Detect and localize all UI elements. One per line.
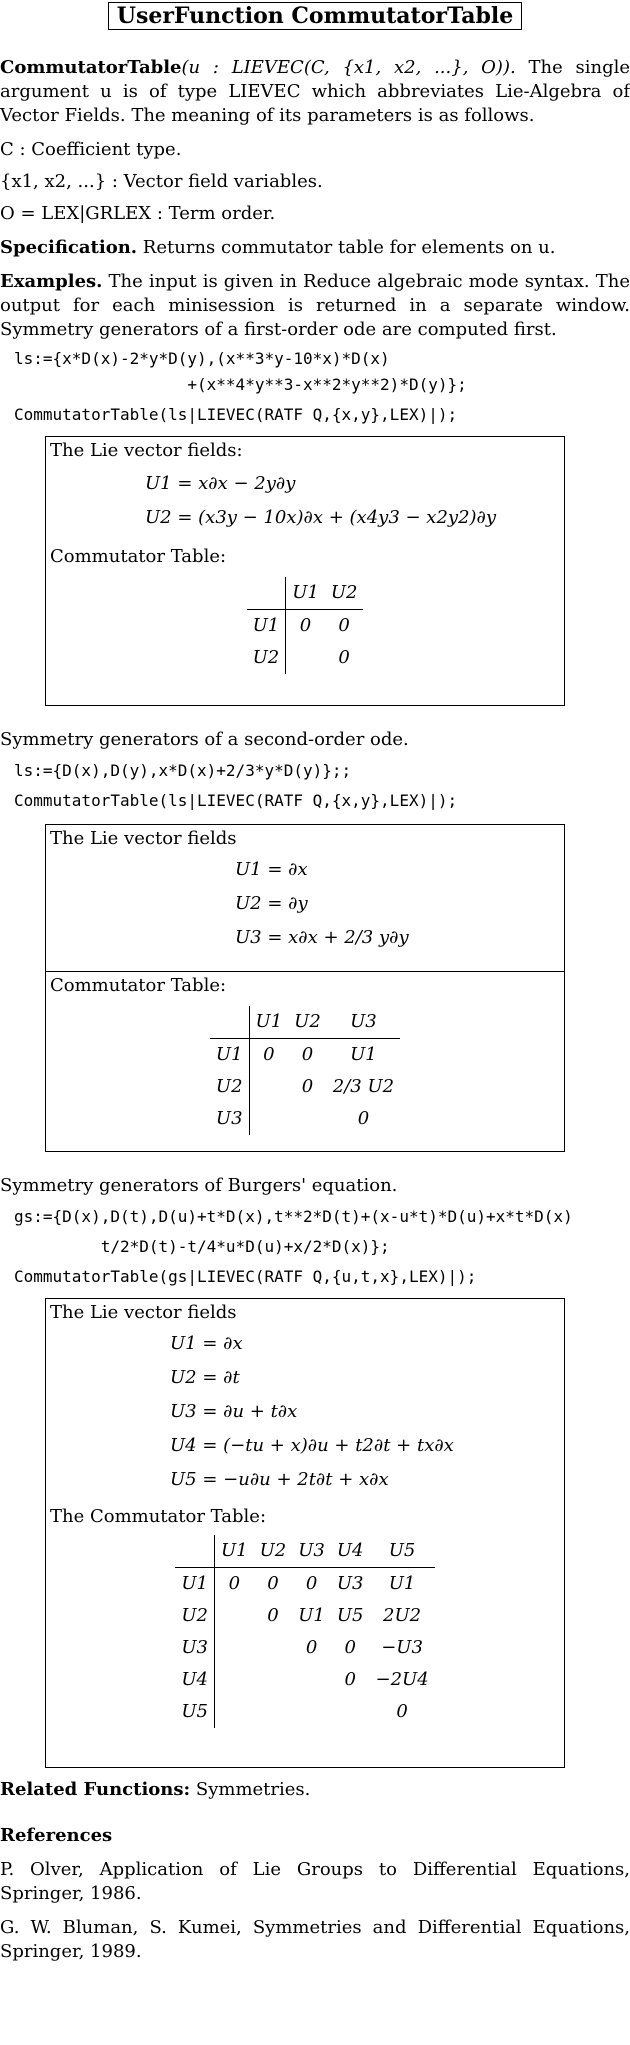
table-label: The Commutator Table: — [50, 1506, 267, 1527]
table-cell — [292, 1696, 331, 1728]
specification-label: Specification. — [0, 237, 138, 258]
code-line: CommutatorTable(ls|LIEVEC(RATF Q,{x,y},LEX)|); — [14, 791, 458, 810]
examples-label: Examples. — [0, 271, 103, 292]
code-line: ls:={D(x),D(y),x*D(x)+2/3*y*D(y)};; — [14, 761, 352, 780]
row-header: U4 — [175, 1664, 214, 1696]
table-cell — [214, 1664, 253, 1696]
fields-label: The Lie vector fields: — [50, 440, 243, 461]
equation: U2 = ∂y — [235, 893, 308, 914]
result-box-1 — [45, 436, 565, 706]
param-coefficient: C : Coefficient type. — [0, 139, 182, 160]
table-cell — [249, 1103, 288, 1135]
table-header: U4 — [331, 1535, 370, 1568]
code-line: +(x**4*y**3-x**2*y**2)*D(y)}; — [14, 375, 467, 394]
table-cell: U1 — [350, 1044, 377, 1065]
commutator-table-3 — [175, 1535, 434, 1728]
table-cell — [254, 1696, 293, 1728]
table-cell — [331, 1696, 370, 1728]
table-header: U1 — [249, 1006, 288, 1039]
code-line: CommutatorTable(ls|LIEVEC(RATF Q,{x,y},LEX)|); — [14, 405, 458, 424]
row-header: U1 — [247, 610, 286, 643]
related-functions — [0, 1778, 630, 1802]
table-cell — [214, 1696, 253, 1728]
table-cell: 0 — [305, 1573, 318, 1594]
table-cell: 0 — [267, 1573, 279, 1594]
table-cell: U5 — [336, 1605, 364, 1626]
table-cell — [292, 1664, 331, 1696]
table-cell: 0 — [299, 615, 312, 636]
reference-item: G. W. Bluman, S. Kumei, Symmetries and Differential Equations, Springer, 1989. — [0, 1917, 630, 1962]
page-title: UserFunction CommutatorTable — [108, 2, 522, 30]
row-header: U5 — [175, 1696, 214, 1728]
commutator-table-2 — [210, 1006, 400, 1135]
result-box-2-table — [45, 972, 565, 1152]
fields-label: The Lie vector fields — [50, 828, 237, 849]
row-header: U1 — [175, 1568, 214, 1601]
equation: U2 = ∂t — [170, 1367, 240, 1388]
equation: U1 = x∂x − 2y∂y — [145, 473, 296, 494]
row-header: U2 — [175, 1600, 214, 1632]
equation: U3 = x∂x + 2/3 y∂y — [235, 927, 409, 948]
table-cell: 0 — [338, 647, 350, 668]
table-cell: 0 — [228, 1573, 241, 1594]
example-3-intro: Symmetry generators of Burgers' equation. — [0, 1175, 398, 1196]
table-cell: 0 — [305, 1637, 318, 1658]
equation: U4 = (−tu + x)∂u + t2∂t + tx∂x — [170, 1435, 454, 1456]
table-cell: 0 — [301, 1076, 314, 1097]
table-cell — [210, 1006, 249, 1039]
code-line: gs:={D(x),D(t),D(u)+t*D(x),t**2*D(t)+(x-u*t)*D(u)+x*t*D(x) — [14, 1207, 573, 1226]
specification — [0, 236, 630, 260]
table-header: U1 — [286, 577, 325, 610]
table-cell: 0 — [267, 1605, 279, 1626]
table-cell — [288, 1103, 327, 1135]
equation: U3 = ∂u + t∂x — [170, 1401, 298, 1422]
intro-text: The single argument u is of type LIEVEC which abbreviates Lie-Algebra of Vector Fields. The meaning of its parameters is as follows. — [0, 57, 630, 126]
table-cell — [214, 1600, 253, 1632]
example-2-intro: Symmetry generators of a second-order ode. — [0, 729, 409, 750]
related-text: Symmetries. — [195, 1779, 311, 1800]
table-cell — [254, 1664, 293, 1696]
table-cell — [254, 1632, 293, 1664]
row-header: U1 — [210, 1039, 249, 1072]
table-header: U3 — [292, 1535, 331, 1568]
reference-item: P. Olver, Application of Lie Groups to Differential Equations, Springer, 1986. — [0, 1859, 630, 1904]
table-cell: 2U2 — [383, 1605, 422, 1626]
table-cell: 0 — [263, 1044, 275, 1065]
param-order: O = LEX|GRLEX : Term order. — [0, 203, 276, 224]
table-header: U1 — [214, 1535, 253, 1568]
code-line: CommutatorTable(gs|LIEVEC(RATF Q,{u,t,x},LEX)|); — [14, 1267, 477, 1286]
table-cell: 0 — [338, 615, 350, 636]
equation: U1 = ∂x — [235, 859, 308, 880]
table-cell: 0 — [301, 1044, 314, 1065]
table-header: U3 — [327, 1006, 400, 1039]
row-header: U3 — [210, 1103, 249, 1135]
row-header: U2 — [247, 642, 286, 674]
equation: U1 = ∂x — [170, 1333, 243, 1354]
code-line: ls:={x*D(x)-2*y*D(y),(x**3*y-10*x)*D(x) — [14, 349, 390, 368]
row-header: U3 — [175, 1632, 214, 1664]
equation: U2 = (x3y − 10x)∂x + (x4y3 − x2y2)∂y — [145, 507, 497, 528]
table-cell — [286, 642, 325, 674]
examples-text: The input is given in Reduce algebraic mode syntax. The output for each minisession is returned in a separate window. Symmetry generators of a first-order ode are computed first. — [0, 271, 630, 340]
intro-paragraph — [0, 56, 630, 128]
function-name: CommutatorTable — [0, 57, 182, 78]
table-cell: −U3 — [381, 1637, 423, 1658]
table-label: Commutator Table: — [50, 975, 227, 996]
table-cell: −2U4 — [375, 1669, 429, 1690]
table-header: U2 — [325, 577, 364, 610]
table-header: U5 — [369, 1535, 434, 1568]
param-variables: {x1, x2, ...} : Vector field variables. — [0, 171, 323, 192]
specification-text: Returns commutator table for elements on u. — [142, 237, 556, 258]
table-cell: 0 — [357, 1108, 370, 1129]
table-cell: U1 — [298, 1605, 325, 1626]
code-line: t/2*D(t)-t/4*u*D(u)+x/2*D(x)}; — [14, 1237, 390, 1256]
table-cell — [175, 1535, 214, 1568]
fields-label: The Lie vector fields — [50, 1302, 237, 1323]
table-cell — [249, 1071, 288, 1103]
result-box-3 — [45, 1298, 565, 1768]
equation: U5 = −u∂u + 2t∂t + x∂x — [170, 1469, 389, 1490]
function-signature: (u : LIEVEC(C, {x1, x2, ...}, O)). — [181, 57, 516, 78]
references-heading: References — [0, 1825, 113, 1846]
result-box-2-fields — [45, 824, 565, 972]
table-cell: 2/3 U2 — [332, 1076, 395, 1097]
related-label: Related Functions: — [0, 1779, 191, 1800]
row-header: U2 — [210, 1071, 249, 1103]
table-cell — [247, 577, 286, 610]
table-cell: U1 — [388, 1573, 416, 1594]
commutator-table-1 — [247, 577, 364, 674]
table-cell: 0 — [396, 1701, 408, 1722]
examples-paragraph — [0, 270, 630, 342]
table-header: U2 — [288, 1006, 327, 1039]
table-cell: 0 — [344, 1669, 356, 1690]
table-label: Commutator Table: — [50, 546, 227, 567]
table-cell — [214, 1632, 253, 1664]
table-cell: U3 — [336, 1573, 364, 1594]
table-cell: 0 — [344, 1637, 356, 1658]
table-header: U2 — [254, 1535, 293, 1568]
